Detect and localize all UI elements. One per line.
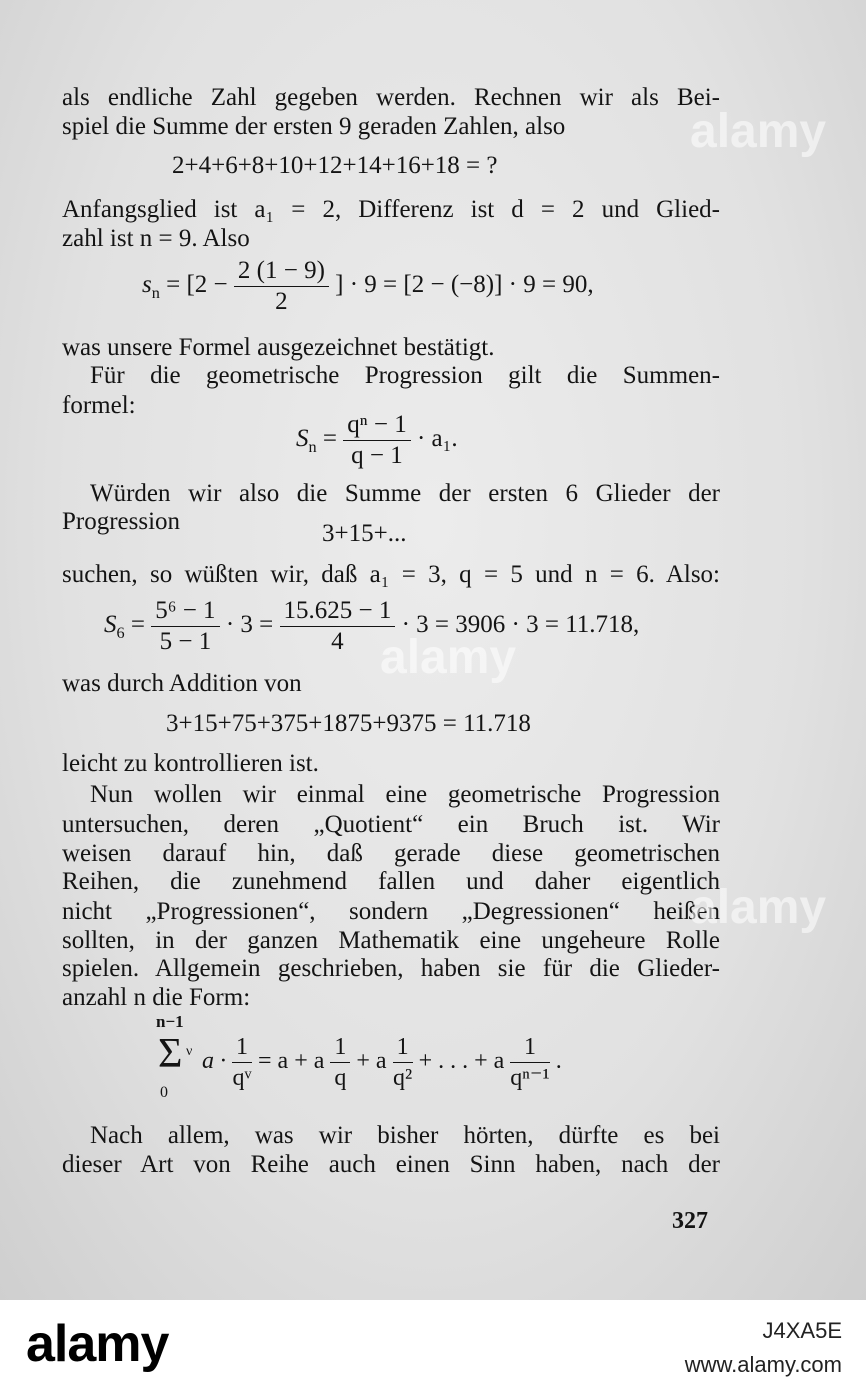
image-code: J4XA5E [762,1318,842,1343]
denominator: qᵛ [232,1065,252,1091]
eq-lhs-sub: n [308,438,317,457]
denominator: 4 [331,628,344,655]
eq-mid: · 3 = [225,611,274,639]
watermark: alamy [690,105,827,158]
eq-lhs-sub: 6 [116,624,125,643]
equation-addition: 3+15+75+375+1875+9375 = 11.718 [166,710,531,737]
watermark: alamy [380,631,517,684]
denominator: q [334,1065,347,1091]
text-line: als endliche Zahl gegeben werden. Rechnen wir als Bei- [62,84,720,111]
stock-footer [0,1300,866,1390]
numerator: 5⁶ − 1 [151,596,219,627]
eq-open: = [2 − [166,271,228,299]
fraction [510,1032,549,1093]
brand-logo: alamy [26,1315,169,1373]
denominator: q − 1 [351,442,403,469]
equation-progression: 3+15+... [322,520,407,547]
fraction [280,596,396,657]
denominator: qⁿ⁻¹ [510,1065,550,1091]
text-line: formel: [62,392,136,419]
numerator: 1 [232,1032,252,1063]
fraction [330,1032,350,1093]
text-line: anzahl n die Form: [62,984,251,1011]
sum-index: ν [186,1044,193,1059]
text-line: spiel die Summe der ersten 9 geraden Zahlen, also [62,113,566,140]
text-line: weisen darauf hin, daß gerade diese geometrischen [62,840,720,867]
eq-lhs: S [104,611,117,639]
sum-lower: 0 [160,1084,168,1101]
text-line: dieser Art von Reihe auch einen Sinn haben, nach der [62,1151,720,1178]
term-end: . [555,1048,562,1075]
equation-S6 [104,596,639,657]
series-terms [202,1032,562,1093]
denominator: q² [392,1065,413,1091]
numerator: 1 [393,1032,413,1063]
numerator: 15.625 − 1 [280,596,396,627]
text-line: zahl ist n = 9. Also [62,225,250,252]
eq-lhs: s [142,271,152,299]
fraction [151,596,219,657]
text-line: Progression [62,508,181,535]
footer-url: www.alamy.com [684,1352,842,1377]
eq-rest: · a₁. [416,425,458,453]
eq-rest: ] · 9 = [2 − (−8)] · 9 = 90, [335,271,594,299]
fraction [234,256,329,317]
denominator: 2 [275,288,288,315]
text-line: Würden wir also die Summe der ersten 6 Glieder der [90,480,720,507]
term: + . . . + a [418,1048,505,1075]
numerator: 1 [330,1032,350,1063]
term: = a + a [258,1048,325,1075]
fraction [343,410,410,471]
sum-upper: n−1 [156,1012,184,1031]
term-a: a · [202,1048,226,1075]
fraction [393,1032,413,1093]
text-line: Für die geometrische Progression gilt die Summen- [90,362,720,389]
text-line: was unsere Formel ausgezeichnet bestätigt. [62,334,495,361]
denominator: 5 − 1 [159,628,212,655]
term: + a [356,1048,387,1075]
sum-symbol: Σ [158,1031,183,1077]
text-line: Reihen, die zunehmend fallen und daher eigentlich [62,868,720,895]
text-line: spielen. Allgemein geschrieben, haben sie für die Glieder- [62,955,720,982]
text-line: Nun wollen wir einmal eine geometrische Progression [90,781,720,808]
equation-series [150,1012,670,1102]
eq-lhs-sub: n [151,284,160,303]
eq-lhs: S [296,425,309,453]
numerator: 1 [510,1032,549,1063]
text-line: Anfangsglied ist a₁ = 2, Differenz ist d = 2 und Glied- [62,196,720,223]
equation-sn [142,256,594,317]
text-line: nicht „Progressionen“, sondern „Degressionen“ heißen [62,898,720,925]
page-number: 327 [672,1208,708,1234]
numerator: 2 (1 − 9) [234,256,329,287]
fraction [232,1032,252,1093]
eq-equals: = [130,611,145,639]
text-line: leicht zu kontrollieren ist. [62,750,319,777]
text-line: Nach allem, was wir bisher hörten, dürfte es bei [90,1122,720,1149]
text-line: untersuchen, deren „Quotient“ ein Bruch ist. Wir [62,811,720,838]
watermark: alamy [690,881,827,934]
text-line: sollten, in der ganzen Mathematik eine ungeheure Rolle [62,927,720,954]
text-line: suchen, so wüßten wir, daß a₁ = 3, q = 5 und n = 6. Also: [62,561,720,588]
eq-equals: = [322,425,337,453]
numerator: qⁿ − 1 [343,410,410,441]
eq-rest: · 3 = 3906 · 3 = 11.718, [401,611,640,639]
equation-even-sum: 2+4+6+8+10+12+14+16+18 = ? [172,152,498,179]
equation-Sn [296,410,458,471]
text-line: was durch Addition von [62,670,302,697]
